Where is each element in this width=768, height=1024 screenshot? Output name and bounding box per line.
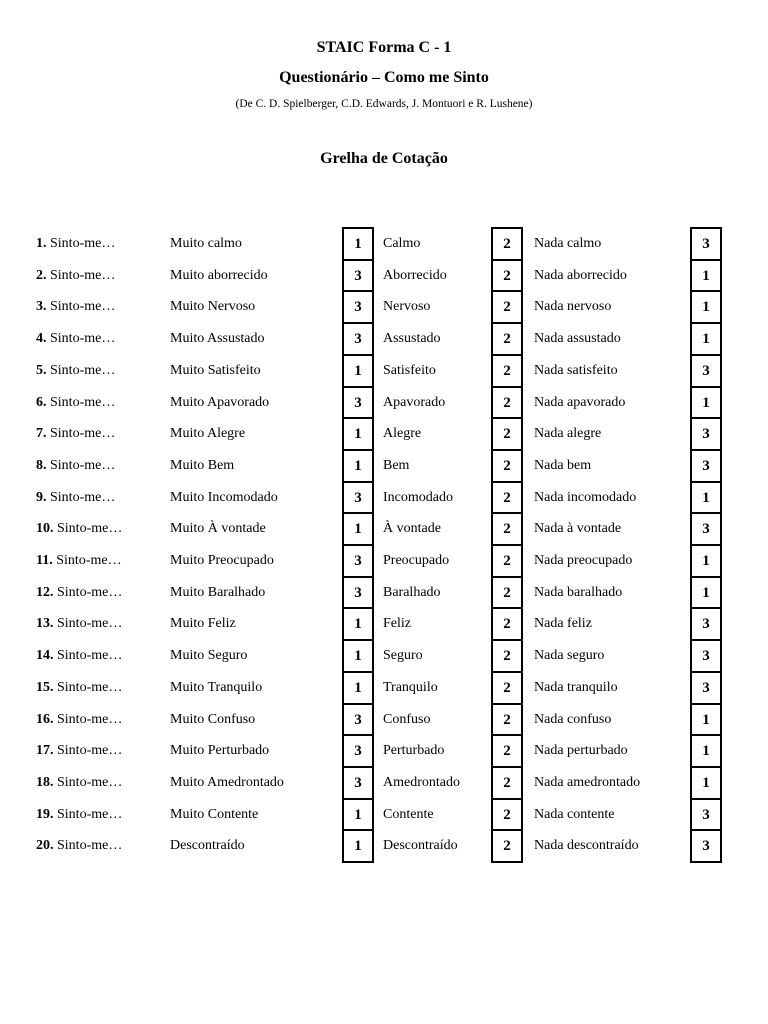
option-muito: Muito Confuso [170, 711, 256, 727]
option-nada: Nada aborrecido [534, 267, 627, 283]
option-neutral: Bem [383, 457, 410, 473]
option-neutral: Nervoso [383, 299, 431, 315]
score-box: 2 [493, 259, 521, 291]
item-label [36, 775, 122, 791]
score-column [690, 227, 722, 863]
score-box: 3 [692, 449, 720, 481]
score-box: 3 [344, 259, 372, 291]
item-number: 16. [36, 711, 54, 727]
item-prefix: Sinto-me… [57, 521, 123, 537]
option-neutral: Contente [383, 806, 434, 822]
item-number: 2. [36, 267, 47, 283]
item-prefix: Sinto-me… [57, 616, 123, 632]
score-box: 1 [692, 290, 720, 322]
score-box: 3 [344, 766, 372, 798]
item-number: 13. [36, 616, 54, 632]
score-column-bottom-border [344, 861, 372, 863]
item-number: 7. [36, 426, 47, 442]
grid-row [0, 703, 768, 735]
option-neutral: Assustado [383, 331, 441, 347]
option-neutral: Seguro [383, 648, 423, 664]
option-muito: Muito Bem [170, 457, 235, 473]
grid-row [0, 607, 768, 639]
item-prefix: Sinto-me… [50, 236, 116, 251]
section-heading: Grelha de Cotação [320, 150, 448, 167]
score-box: 2 [493, 639, 521, 671]
grid-row [0, 512, 768, 544]
option-neutral: Confuso [383, 711, 431, 727]
score-box: 2 [493, 449, 521, 481]
grid-row [0, 322, 768, 354]
grid-row [0, 734, 768, 766]
score-box: 2 [493, 512, 521, 544]
option-neutral: Preocupado [383, 553, 450, 568]
item-number: 6. [36, 394, 47, 410]
option-nada: Nada baralhado [534, 584, 623, 600]
option-nada: Nada apavorado [534, 394, 626, 410]
score-box: 2 [493, 290, 521, 322]
grid-row [0, 259, 768, 291]
option-neutral: Apavorado [383, 394, 446, 410]
item-number: 14. [36, 648, 54, 664]
item-prefix: Sinto-me… [50, 267, 116, 283]
option-neutral: Incomodado [383, 489, 453, 505]
option-muito: Muito Satisfeito [170, 362, 261, 378]
option-nada: Nada assustado [534, 331, 621, 347]
score-box: 2 [493, 829, 521, 861]
questionnaire-title: Questionário – Como me Sinto [279, 69, 489, 86]
item-label [36, 712, 122, 728]
item-label [36, 648, 122, 664]
option-neutral: Alegre [383, 426, 422, 442]
score-box: 1 [344, 354, 372, 386]
item-prefix: Sinto-me… [57, 743, 123, 759]
item-prefix: Sinto-me… [57, 679, 123, 695]
score-box: 2 [493, 354, 521, 386]
item-number: 19. [36, 806, 54, 822]
score-column [342, 227, 374, 863]
item-prefix: Sinto-me… [57, 806, 123, 822]
option-muito: Muito Apavorado [170, 394, 270, 410]
option-neutral: Satisfeito [383, 362, 436, 378]
item-label [36, 743, 122, 759]
grid-row [0, 290, 768, 322]
item-prefix: Sinto-me… [50, 457, 116, 473]
item-prefix: Sinto-me… [50, 331, 116, 347]
item-label [36, 331, 115, 347]
item-label [36, 807, 122, 823]
option-nada: Nada incomodado [534, 489, 637, 505]
score-box: 2 [493, 544, 521, 576]
score-box: 1 [344, 449, 372, 481]
score-column-bottom-border [692, 861, 720, 863]
item-label [36, 838, 122, 854]
option-nada: Nada bem [534, 457, 592, 473]
option-muito: Muito aborrecido [170, 267, 268, 283]
score-box: 1 [692, 386, 720, 418]
item-prefix: Sinto-me… [57, 648, 123, 664]
option-muito: Muito Nervoso [170, 299, 256, 315]
option-neutral: Aborrecido [383, 267, 447, 283]
option-muito: Muito Alegre [170, 426, 246, 442]
option-nada: Nada contente [534, 806, 615, 822]
score-box: 3 [692, 639, 720, 671]
grid-row [0, 544, 768, 576]
item-label [36, 426, 115, 442]
score-box: 2 [493, 607, 521, 639]
option-nada: Nada à vontade [534, 521, 622, 537]
item-label [36, 585, 122, 601]
item-label [36, 490, 115, 506]
option-nada: Nada perturbado [534, 743, 628, 759]
score-box: 3 [344, 703, 372, 735]
option-muito: Muito À vontade [170, 521, 266, 537]
score-box: 3 [692, 829, 720, 861]
item-label [36, 363, 115, 379]
score-box: 3 [344, 386, 372, 418]
option-neutral: Descontraído [383, 838, 458, 854]
score-box: 3 [344, 290, 372, 322]
option-neutral: Amedrontado [383, 774, 460, 790]
option-muito: Muito Amedrontado [170, 774, 284, 790]
score-box: 1 [344, 227, 372, 259]
option-nada: Nada amedrontado [534, 774, 641, 790]
option-neutral: Calmo [383, 236, 421, 251]
item-prefix: Sinto-me… [56, 553, 122, 568]
score-box: 2 [493, 417, 521, 449]
option-nada: Nada seguro [534, 648, 605, 664]
option-muito: Muito calmo [170, 236, 242, 251]
option-nada: Nada alegre [534, 426, 602, 442]
option-muito: Muito Seguro [170, 648, 248, 664]
score-box: 1 [344, 417, 372, 449]
score-box: 2 [493, 671, 521, 703]
item-number: 20. [36, 838, 54, 854]
item-number: 4. [36, 331, 47, 347]
option-neutral: À vontade [383, 521, 441, 537]
item-prefix: Sinto-me… [50, 394, 116, 410]
option-nada: Nada calmo [534, 236, 602, 251]
item-prefix: Sinto-me… [50, 426, 116, 442]
score-box: 1 [692, 766, 720, 798]
option-nada: Nada satisfeito [534, 362, 618, 378]
option-nada: Nada tranquilo [534, 679, 618, 695]
option-neutral: Baralhado [383, 584, 441, 600]
score-box: 1 [344, 798, 372, 830]
item-number: 3. [36, 299, 47, 315]
score-box: 1 [692, 481, 720, 513]
option-muito: Muito Tranquilo [170, 679, 263, 695]
score-box: 1 [692, 544, 720, 576]
item-prefix: Sinto-me… [50, 299, 116, 315]
score-box: 1 [692, 576, 720, 608]
score-box: 1 [344, 639, 372, 671]
score-column-bottom-border [493, 861, 521, 863]
option-muito: Muito Preocupado [170, 553, 274, 568]
grid-row [0, 354, 768, 386]
grid-row [0, 417, 768, 449]
item-number: 5. [36, 362, 47, 378]
grid-row [0, 639, 768, 671]
item-label [36, 553, 122, 569]
score-box: 2 [493, 766, 521, 798]
score-box: 2 [493, 703, 521, 735]
score-box: 3 [692, 671, 720, 703]
grid-row [0, 227, 768, 259]
score-box: 1 [692, 322, 720, 354]
grid-row [0, 829, 768, 861]
score-box: 3 [344, 322, 372, 354]
option-nada: Nada feliz [534, 616, 592, 632]
option-neutral: Tranquilo [383, 679, 438, 695]
grid-row [0, 671, 768, 703]
score-box: 2 [493, 576, 521, 608]
score-box: 2 [493, 227, 521, 259]
score-box: 3 [692, 417, 720, 449]
item-prefix: Sinto-me… [57, 838, 123, 854]
item-prefix: Sinto-me… [57, 774, 123, 790]
score-box: 3 [344, 576, 372, 608]
item-prefix: Sinto-me… [57, 584, 123, 600]
item-number: 17. [36, 743, 54, 759]
option-muito: Muito Contente [170, 806, 259, 822]
grid-row [0, 449, 768, 481]
option-muito: Descontraído [170, 838, 245, 854]
option-neutral: Feliz [383, 616, 411, 632]
item-label [36, 268, 115, 284]
item-number: 1. [36, 236, 47, 251]
score-box: 3 [692, 227, 720, 259]
option-nada: Nada preocupado [534, 553, 633, 568]
option-nada: Nada confuso [534, 711, 612, 727]
item-number: 18. [36, 774, 54, 790]
item-number: 15. [36, 679, 54, 695]
score-box: 2 [493, 734, 521, 766]
option-nada: Nada descontraído [534, 838, 639, 854]
score-box: 3 [692, 607, 720, 639]
item-label [36, 299, 115, 315]
item-number: 12. [36, 584, 54, 600]
option-neutral: Perturbado [383, 743, 445, 759]
score-box: 3 [344, 734, 372, 766]
item-prefix: Sinto-me… [50, 362, 116, 378]
item-prefix: Sinto-me… [50, 489, 116, 505]
score-box: 1 [692, 259, 720, 291]
option-muito: Muito Baralhado [170, 584, 266, 600]
score-column [491, 227, 523, 863]
grid-row [0, 766, 768, 798]
score-box: 2 [493, 481, 521, 513]
score-box: 1 [344, 512, 372, 544]
authors-line: (De C. D. Spielberger, C.D. Edwards, J. Montuori e R. Lushene) [235, 98, 533, 110]
score-box: 1 [344, 829, 372, 861]
score-box: 1 [344, 607, 372, 639]
item-number: 9. [36, 489, 47, 505]
option-muito: Muito Feliz [170, 616, 236, 632]
grid-row [0, 576, 768, 608]
grid-row [0, 481, 768, 513]
item-label [36, 616, 122, 632]
item-number: 10. [36, 521, 54, 537]
option-nada: Nada nervoso [534, 299, 612, 315]
score-box: 3 [344, 544, 372, 576]
grid-row [0, 798, 768, 830]
score-box: 1 [692, 734, 720, 766]
item-label [36, 521, 122, 537]
option-muito: Muito Assustado [170, 331, 265, 347]
item-label [36, 395, 115, 411]
score-box: 1 [692, 703, 720, 735]
item-number: 11. [36, 553, 53, 568]
grid-row [0, 386, 768, 418]
item-label [36, 458, 115, 474]
score-box: 2 [493, 386, 521, 418]
item-prefix: Sinto-me… [57, 711, 123, 727]
item-label [36, 680, 122, 696]
score-box: 2 [493, 322, 521, 354]
score-box: 3 [692, 354, 720, 386]
option-muito: Muito Incomodado [170, 489, 278, 505]
document-title: STAIC Forma C - 1 [316, 39, 452, 56]
score-box: 3 [692, 798, 720, 830]
option-muito: Muito Perturbado [170, 743, 270, 759]
score-box: 3 [692, 512, 720, 544]
score-box: 3 [344, 481, 372, 513]
score-box: 1 [344, 671, 372, 703]
score-box: 2 [493, 798, 521, 830]
item-number: 8. [36, 457, 47, 473]
item-label [36, 236, 115, 252]
